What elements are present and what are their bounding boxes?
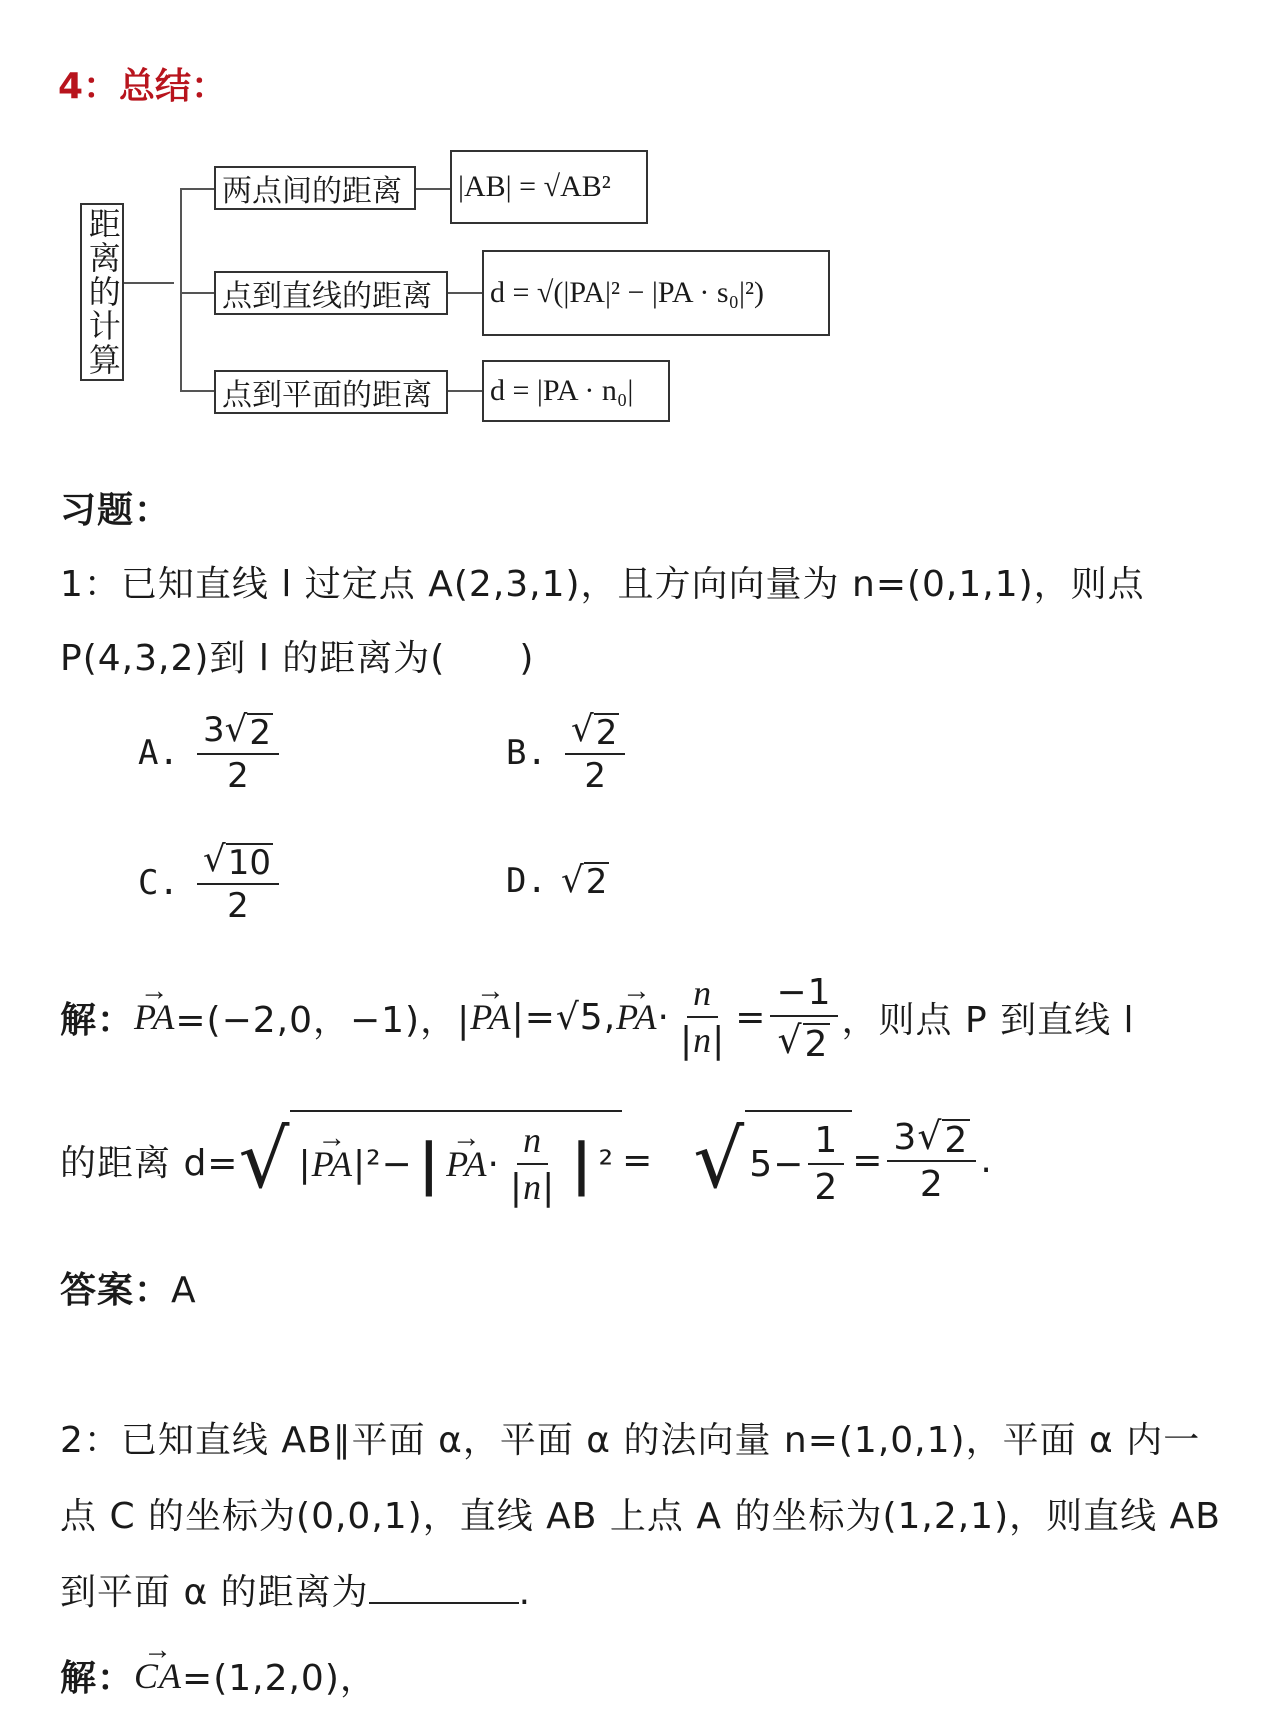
unit-normal-frac: $\frac{n}{|n|}$ xyxy=(679,973,726,1062)
option-letter: D. xyxy=(506,860,547,901)
formula-text: d = |PA · n₀| xyxy=(490,374,634,407)
formula-text: d = √(|PA|² − |PA · s₀|²) xyxy=(490,276,764,309)
formula-text: |AB| = √AB² xyxy=(458,170,611,203)
q2-line2: 点 C 的坐标为(0,0,1)，直线 AB 上点 A 的坐标为(1,2,1)，则直线 AB xyxy=(60,1496,1221,1537)
q2-line3-text: 到平面 α 的距离为 xyxy=(60,1572,369,1613)
branch-label: 两点间的距离 xyxy=(222,175,402,208)
q1-option-a[interactable] xyxy=(138,708,283,797)
formula-point-plane xyxy=(482,360,670,422)
vector-pa: → PA xyxy=(470,996,511,1038)
answer-blank[interactable] xyxy=(369,1574,519,1604)
vector-pa: → PA xyxy=(616,996,657,1038)
diagram-root-label: 距离的计算 xyxy=(84,207,121,377)
branch-point-line xyxy=(214,271,448,315)
distance-diagram xyxy=(0,0,1280,440)
q1-option-b[interactable] xyxy=(506,708,629,797)
solution-text-c: ，则点 P 到直线 l xyxy=(841,999,1135,1041)
q1-solution-line2: 的距离 d= √ | → PA |²− | → PA · $\frac{n}{|n|}$ | ² = √ 5− $\frac{1}{2}$ = 3 √ 2 2 . xyxy=(60,1110,993,1210)
option-letter: B. xyxy=(506,732,547,773)
diagram-root xyxy=(80,203,124,381)
solution-line2-prefix: 的距离 d= xyxy=(60,1142,239,1184)
q1-answer xyxy=(60,1262,197,1313)
answer-label: 答案： xyxy=(60,1270,172,1311)
solution-text-a: =(−2,0，−1)，| xyxy=(175,999,471,1041)
vector-ca: → CA xyxy=(134,1655,182,1697)
q2-solution xyxy=(60,1650,377,1701)
vector-pa: → PA xyxy=(312,1143,353,1185)
branch-label: 点到直线的距离 xyxy=(222,280,432,313)
q1-option-c[interactable] xyxy=(138,838,283,927)
solution-text: =(1,2,0)， xyxy=(182,1658,377,1699)
option-letter: C. xyxy=(138,862,179,903)
q2-line1: 2：已知直线 AB∥平面 α，平面 α 的法向量 n=(1,0,1)，平面 α 内一 xyxy=(60,1420,1201,1461)
option-value-frac: √ 2 2 xyxy=(565,708,625,797)
option-value-frac: 3 √ 2 2 xyxy=(197,708,279,797)
section-title: 4：总结： xyxy=(58,66,228,107)
solution-label: 解： xyxy=(60,999,135,1041)
vector-pa: → PA xyxy=(446,1143,487,1185)
branch-two-points xyxy=(214,166,416,210)
option-value-frac: √ 10 2 xyxy=(197,838,279,927)
q2-line3: 到平面 α 的距离为 . xyxy=(60,1572,532,1613)
q1-line2: P(4,3,2)到 l 的距离为( ) xyxy=(60,638,535,679)
formula-two-points xyxy=(450,150,648,224)
branch-label: 点到平面的距离 xyxy=(222,379,432,412)
q1-line1: 1：已知直线 l 过定点 A(2,3,1)，且方向向量为 n=(0,1,1)，则点 xyxy=(60,564,1145,605)
solution-text-b: |=√5, xyxy=(511,996,617,1038)
q1-solution-line1: 解： → PA =(−2,0，−1)，| → PA |=√5, → PA · $\frac{n}{|n|}$ = −1 √ 2 ，则点 P 到直线 l xyxy=(60,970,1135,1064)
option-letter: A. xyxy=(138,732,179,773)
solution-label: 解： xyxy=(60,1658,135,1699)
answer-value: A xyxy=(171,1270,197,1311)
q1-option-d[interactable] xyxy=(506,860,609,901)
exercises-heading: 习题： xyxy=(60,490,172,531)
vector-pa: → PA xyxy=(134,996,175,1038)
formula-point-line xyxy=(482,250,830,336)
result-frac: −1 √ 2 xyxy=(770,970,837,1064)
branch-point-plane xyxy=(214,370,448,414)
option-value-sqrt: √ 2 xyxy=(560,860,608,902)
